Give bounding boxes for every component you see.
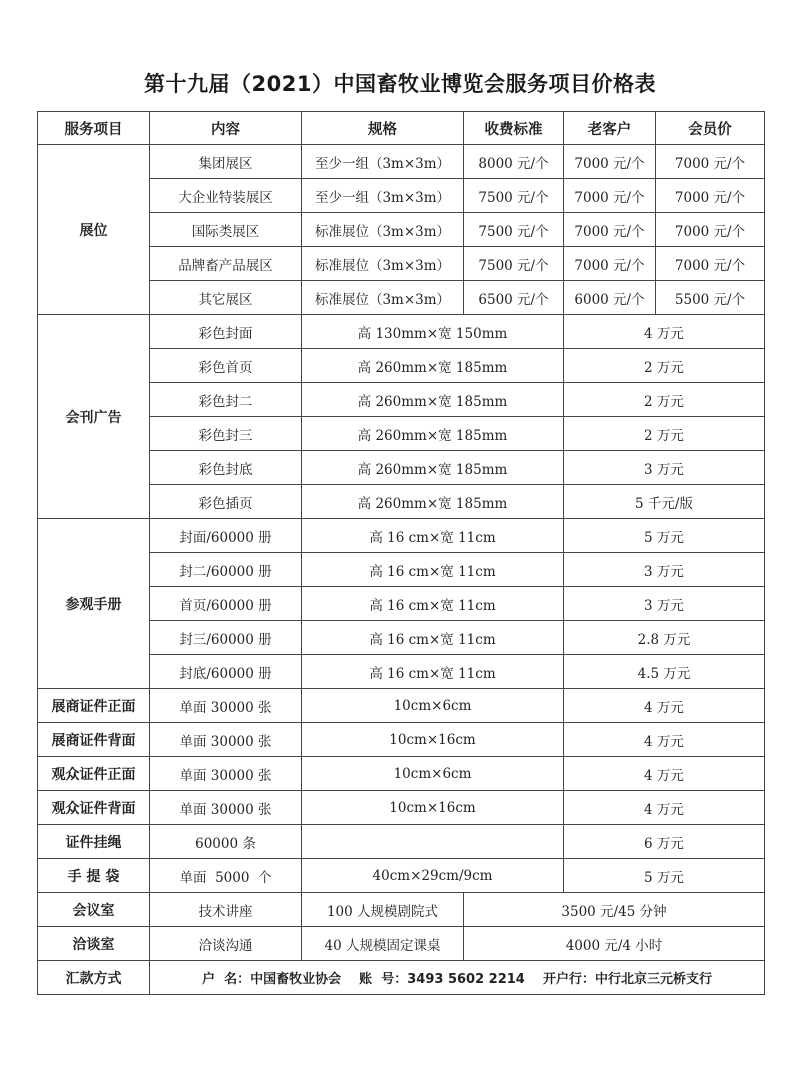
cell-content: 彩色封面 [150, 315, 302, 349]
cell-price: 5 千元/版 [564, 485, 765, 519]
cell-spec: 至少一组（3m×3m） [302, 179, 464, 213]
cell-old-client: 7000 元/个 [564, 145, 656, 179]
cell-old-client: 6000 元/个 [564, 281, 656, 315]
cell-content: 彩色封二 [150, 383, 302, 417]
category-exhibitor-badge-front: 展商证件正面 [38, 689, 150, 723]
cell-content: 技术讲座 [150, 893, 302, 927]
header-content: 内容 [150, 112, 302, 145]
cell-content: 品牌畜产品展区 [150, 247, 302, 281]
table-row [38, 825, 765, 859]
cell-price: 5 万元 [564, 859, 765, 893]
cell-price: 2 万元 [564, 383, 765, 417]
cell-spec: 100 人规模剧院式 [302, 893, 464, 927]
cell-spec: 高 16 cm×宽 11cm [302, 655, 564, 689]
category-handbook: 参观手册 [38, 519, 150, 689]
cell-price: 4000 元/4 小时 [464, 927, 765, 961]
cell-content: 单面 30000 张 [150, 791, 302, 825]
cell-spec [302, 825, 564, 859]
category-negotiation-room: 洽谈室 [38, 927, 150, 961]
cell-price: 4 万元 [564, 723, 765, 757]
cell-content: 彩色插页 [150, 485, 302, 519]
cell-price: 3 万元 [564, 587, 765, 621]
cell-spec: 高 260mm×宽 185mm [302, 485, 564, 519]
table-row [38, 893, 765, 927]
category-lanyard: 证件挂绳 [38, 825, 150, 859]
cell-spec: 高 260mm×宽 185mm [302, 417, 564, 451]
cell-member: 7000 元/个 [656, 145, 765, 179]
cell-spec: 高 16 cm×宽 11cm [302, 621, 564, 655]
category-visitor-badge-front: 观众证件正面 [38, 757, 150, 791]
cell-price: 2 万元 [564, 349, 765, 383]
cell-content: 集团展区 [150, 145, 302, 179]
cell-content: 洽谈沟通 [150, 927, 302, 961]
table-row [38, 689, 765, 723]
category-journal-ads: 会刊广告 [38, 315, 150, 519]
category-exhibitor-badge-back: 展商证件背面 [38, 723, 150, 757]
category-visitor-badge-back: 观众证件背面 [38, 791, 150, 825]
cell-price: 4 万元 [564, 315, 765, 349]
cell-spec: 高 16 cm×宽 11cm [302, 587, 564, 621]
header-spec: 规格 [302, 112, 464, 145]
cell-fee: 7500 元/个 [464, 213, 564, 247]
cell-content: 大企业特装展区 [150, 179, 302, 213]
header-service: 服务项目 [38, 112, 150, 145]
cell-content: 60000 条 [150, 825, 302, 859]
table-row [38, 145, 765, 179]
cell-spec: 10cm×6cm [302, 689, 564, 723]
cell-spec: 10cm×16cm [302, 723, 564, 757]
cell-spec: 10cm×6cm [302, 757, 564, 791]
cell-price: 3 万元 [564, 451, 765, 485]
cell-spec: 高 16 cm×宽 11cm [302, 553, 564, 587]
cell-price: 6 万元 [564, 825, 765, 859]
header-old-client: 老客户 [564, 112, 656, 145]
cell-old-client: 7000 元/个 [564, 247, 656, 281]
page-title: 第十九届（2021）中国畜牧业博览会服务项目价格表 [144, 72, 656, 96]
cell-price: 3 万元 [564, 553, 765, 587]
cell-spec: 10cm×16cm [302, 791, 564, 825]
cell-spec: 40cm×29cm/9cm [302, 859, 564, 893]
cell-member: 5500 元/个 [656, 281, 765, 315]
table-row [38, 315, 765, 349]
cell-content: 封面/60000 册 [150, 519, 302, 553]
cell-content: 单面 30000 张 [150, 757, 302, 791]
price-table [37, 111, 765, 995]
header-member: 会员价 [656, 112, 765, 145]
cell-spec: 高 260mm×宽 185mm [302, 383, 564, 417]
cell-member: 7000 元/个 [656, 179, 765, 213]
cell-spec: 标准展位（3m×3m） [302, 281, 464, 315]
cell-spec: 40 人规模固定课桌 [302, 927, 464, 961]
cell-spec: 标准展位（3m×3m） [302, 213, 464, 247]
category-meeting-room: 会议室 [38, 893, 150, 927]
category-payment: 汇款方式 [38, 961, 150, 995]
cell-content: 首页/60000 册 [150, 587, 302, 621]
cell-content: 彩色封底 [150, 451, 302, 485]
cell-spec: 至少一组（3m×3m） [302, 145, 464, 179]
table-row [38, 519, 765, 553]
cell-price: 2.8 万元 [564, 621, 765, 655]
cell-fee: 6500 元/个 [464, 281, 564, 315]
header-fee: 收费标准 [464, 112, 564, 145]
cell-content: 封三/60000 册 [150, 621, 302, 655]
table-header-row [38, 112, 765, 145]
cell-member: 7000 元/个 [656, 213, 765, 247]
cell-spec: 标准展位（3m×3m） [302, 247, 464, 281]
cell-spec: 高 260mm×宽 185mm [302, 451, 564, 485]
cell-fee: 7500 元/个 [464, 179, 564, 213]
cell-content: 封底/60000 册 [150, 655, 302, 689]
cell-price: 4 万元 [564, 689, 765, 723]
table-row [38, 927, 765, 961]
table-row [38, 859, 765, 893]
category-booth: 展位 [38, 145, 150, 315]
table-row [38, 961, 765, 995]
cell-fee: 7500 元/个 [464, 247, 564, 281]
cell-price: 5 万元 [564, 519, 765, 553]
cell-old-client: 7000 元/个 [564, 213, 656, 247]
category-hand-bag: 手 提 袋 [38, 859, 150, 893]
cell-content: 单面 30000 张 [150, 689, 302, 723]
cell-content: 彩色封三 [150, 417, 302, 451]
cell-price: 4 万元 [564, 757, 765, 791]
cell-price: 3500 元/45 分钟 [464, 893, 765, 927]
cell-content: 封二/60000 册 [150, 553, 302, 587]
cell-price: 4.5 万元 [564, 655, 765, 689]
cell-content: 单面 30000 张 [150, 723, 302, 757]
cell-content: 其它展区 [150, 281, 302, 315]
cell-spec: 高 260mm×宽 185mm [302, 349, 564, 383]
cell-fee: 8000 元/个 [464, 145, 564, 179]
cell-price: 2 万元 [564, 417, 765, 451]
table-row [38, 791, 765, 825]
payment-details: 户 名：中国畜牧业协会 账 号：3493 5602 2214 开户行：中行北京三元桥支行 [150, 961, 765, 995]
cell-content: 单面 5000 个 [150, 859, 302, 893]
cell-member: 7000 元/个 [656, 247, 765, 281]
cell-content: 彩色首页 [150, 349, 302, 383]
cell-price: 4 万元 [564, 791, 765, 825]
cell-old-client: 7000 元/个 [564, 179, 656, 213]
cell-spec: 高 16 cm×宽 11cm [302, 519, 564, 553]
table-row [38, 723, 765, 757]
cell-spec: 高 130mm×宽 150mm [302, 315, 564, 349]
table-row [38, 757, 765, 791]
cell-content: 国际类展区 [150, 213, 302, 247]
